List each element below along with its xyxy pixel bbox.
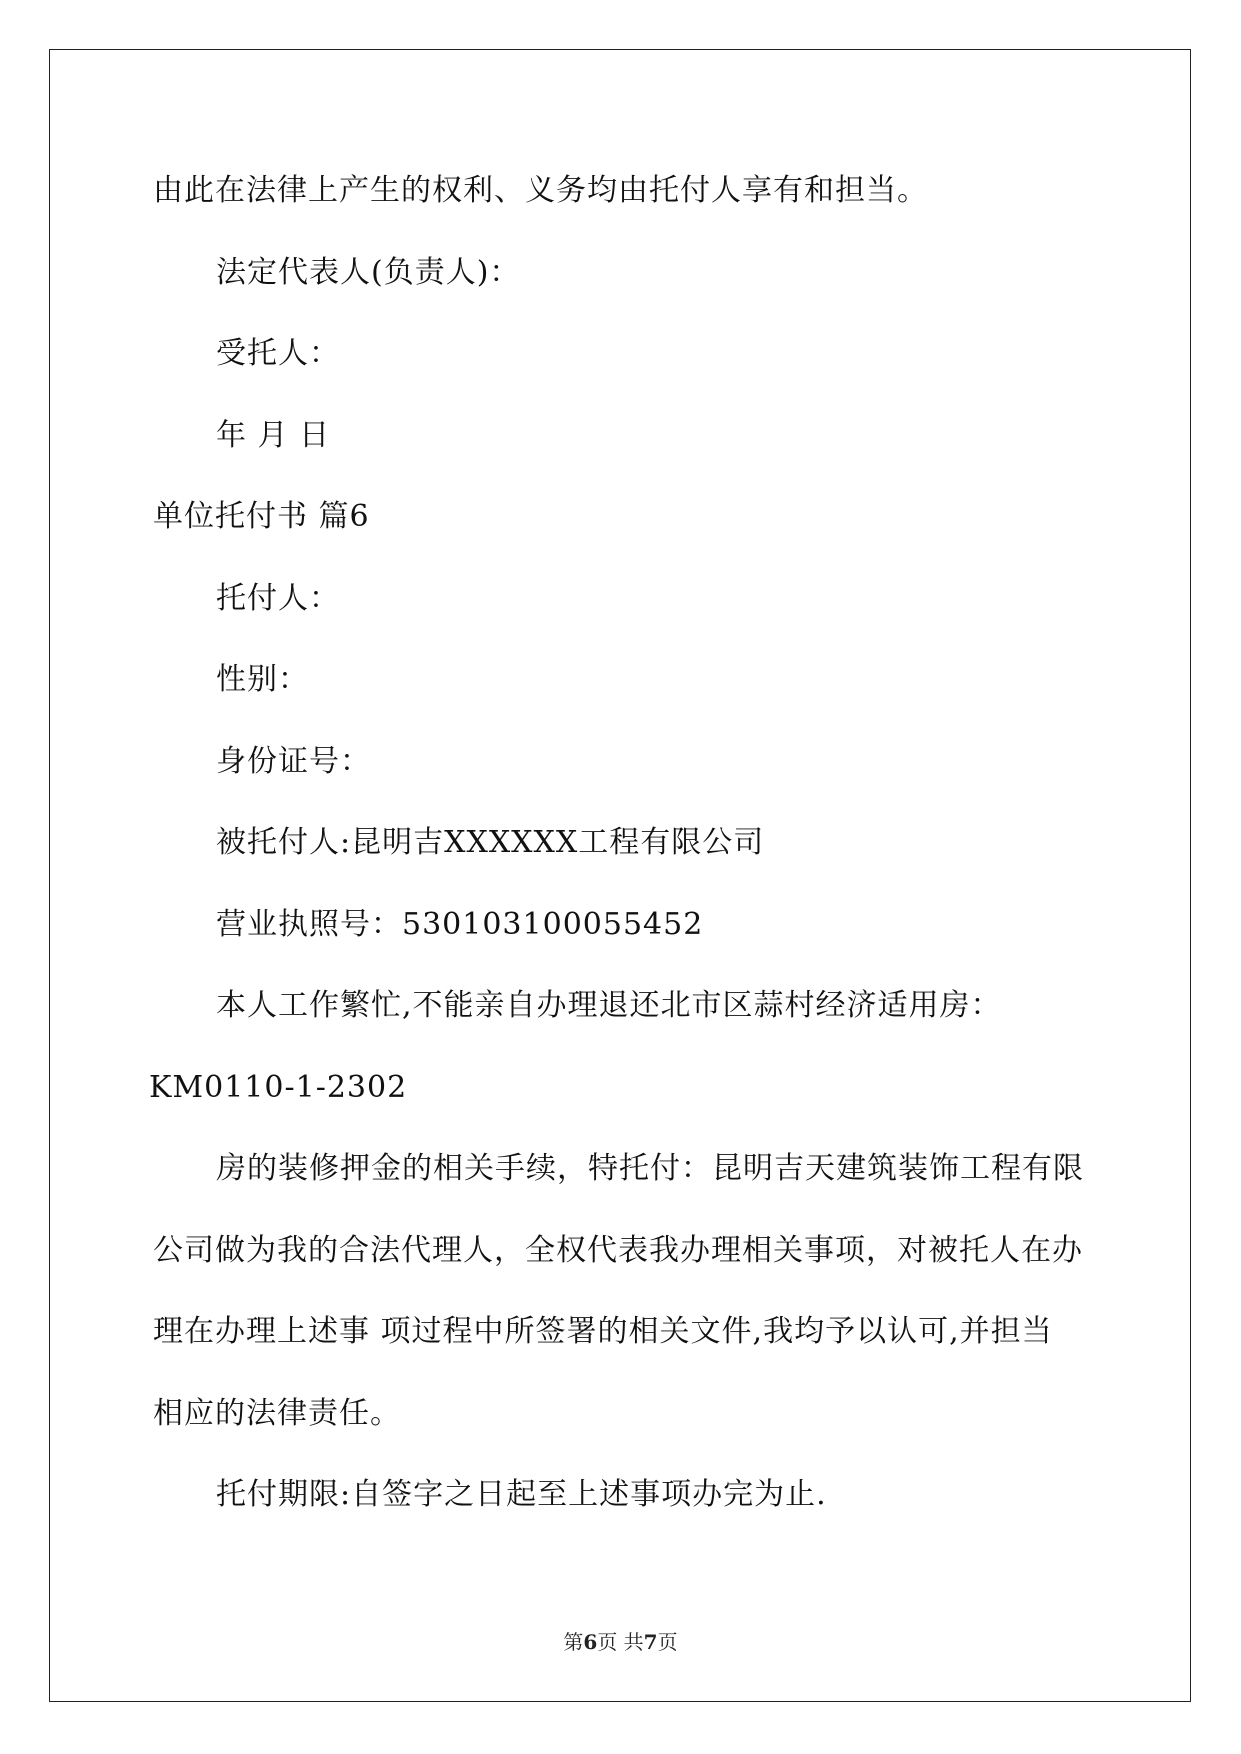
text-line: 房的装修押金的相关手续，特托付：昆明吉天建筑装饰工程有限 [216, 1151, 1084, 1186]
text-line: 相应的法律责任。 [153, 1396, 401, 1431]
text-line: 身份证号： [216, 744, 371, 779]
footer-total-pages: 7 [643, 1630, 658, 1654]
text-line: 年 月 日 [216, 418, 331, 453]
page-border [49, 49, 1191, 1702]
page-footer [0, 1629, 1241, 1655]
text-line: 法定代表人(负责人)： [216, 255, 521, 290]
text-line: 公司做为我的合法代理人，全权代表我办理相关事项，对被托人在办 [153, 1233, 1083, 1268]
text-line: 受托人： [216, 336, 340, 371]
text-line: 被托付人:昆明吉XXXXXX工程有限公司 [216, 825, 765, 860]
text-line: 理在办理上述事 项过程中所签署的相关文件,我均予以认可,并担当 [153, 1314, 1053, 1349]
text-line: KM0110-1-2302 [149, 1070, 408, 1105]
footer-page-number: 6 [583, 1630, 598, 1654]
text-line: 托付期限:自签字之日起至上述事项办完为止. [216, 1477, 827, 1512]
footer-prefix: 第 [563, 1630, 584, 1654]
text-line: 由此在法律上产生的权利、义务均由托付人享有和担当。 [153, 173, 928, 208]
text-line: 营业执照号：530103100055452 [216, 907, 704, 942]
footer-mid: 页 共 [597, 1630, 644, 1654]
text-line: 性别： [216, 662, 309, 697]
footer-suffix: 页 [657, 1630, 678, 1654]
text-line: 托付人： [216, 581, 340, 616]
text-line: 本人工作繁忙,不能亲自办理退还北市区蒜村经济适用房： [216, 988, 1002, 1023]
section-heading: 单位托付书 篇6 [153, 499, 370, 534]
